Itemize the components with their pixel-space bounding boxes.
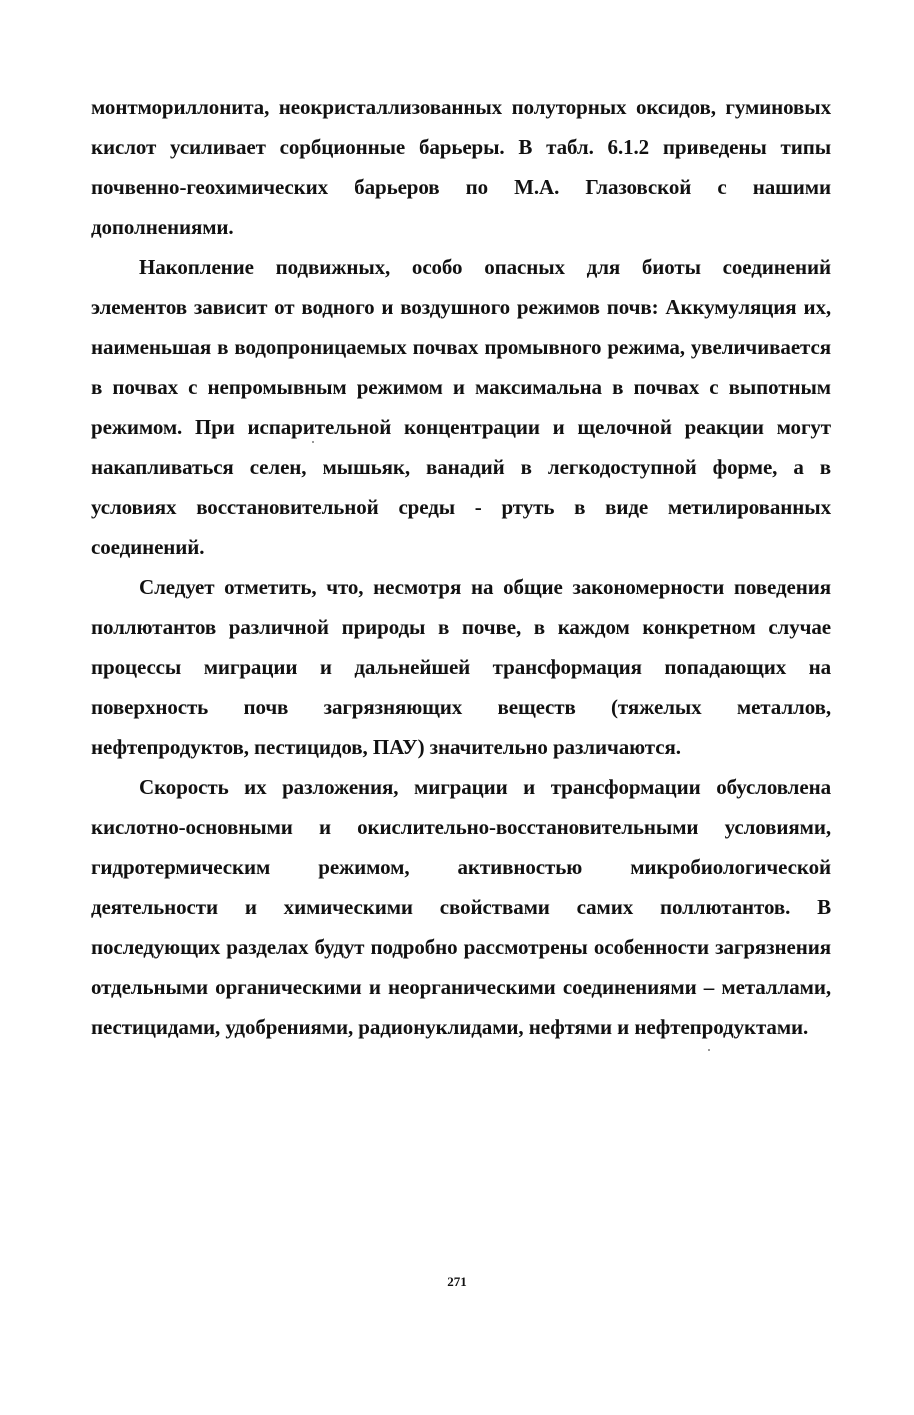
paragraph-decomposition: Скорость их разложения, миграции и трансформации обусловлена кислотно-основными и окислительно-восстановительными условиями, гидротермическим режимом, активностью микробиологической деятельности и химическими свойствами самих поллютантов. В последующих разделах будут подробно рассмотрены особенности загрязнения отдельными органическими и неорганическими соединениями – металлами, пестицидами, удобрениями, радионуклидами, нефтями и нефтепродуктами.: [91, 775, 831, 1039]
paragraph-pollutants: Следует отметить, что, несмотря на общие закономерности поведения поллютантов различной природы в почве, в каждом конкретном случае процессы миграции и дальнейшей трансформация попадающих на поверхность почв загрязняющих веществ (тяжелых металлов, нефтепродуктов, пестицидов, ПАУ) значительно различаются.: [91, 575, 831, 759]
scan-speck: [312, 441, 314, 443]
body-text: [91, 87, 831, 1047]
page-number: 271: [447, 1274, 467, 1289]
scan-speck: [708, 1049, 710, 1051]
paragraph-accumulation: Накопление подвижных, особо опасных для биоты соединений элементов зависит от водного и воздушного режимов почв: Аккумуляция их, наименьшая в водопроницаемых почвах промывного режима, увеличивается в почвах с непромывным режимом и максимальна в почвах с выпотным режимом. При испарительной концентрации и щелочной реакции могут накапливаться селен, мышьяк, ванадий в легкодоступной форме, а в условиях восстановительной среды - ртуть в виде метилированных соединений.: [91, 255, 831, 559]
paragraph-continuation: монтмориллонита, неокристаллизованных полуторных оксидов, гуминовых кислот усиливает сорбционные барьеры. В табл. 6.1.2 приведены типы почвенно-геохимических барьеров по М.А. Глазовской с нашими дополнениями.: [91, 95, 831, 239]
